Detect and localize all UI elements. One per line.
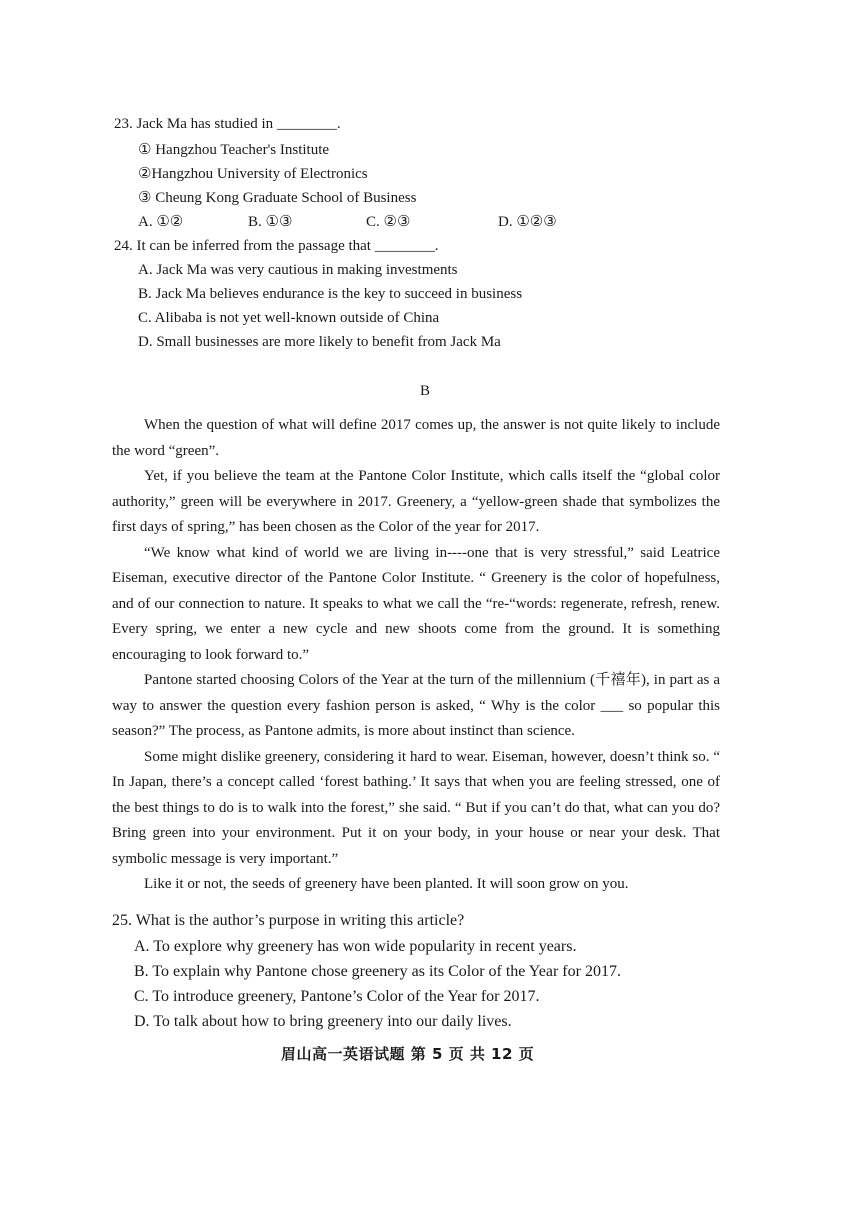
passage-b <box>112 413 720 898</box>
question-23-stem: 23. Jack Ma has studied in ________. <box>114 116 341 132</box>
question-23-item-3: ③ Cheung Kong Graduate School of Business <box>138 190 417 206</box>
question-24-stem: 24. It can be inferred from the passage that ________. <box>114 238 439 254</box>
choice-b: B. ①③ <box>248 214 293 230</box>
question-24-choice-b: B. Jack Ma believes endurance is the key to succeed in business <box>138 286 523 302</box>
passage-paragraph: Some might dislike greenery, considering it hard to wear. Eiseman, however, doesn’t think so. “ In Japan, there’s a concept called ‘forest bathing.’ It says that when you are feeling stressed, one of the best things to do is to walk into the forest,” she said. “ But if you can’t do that, what can you do? Bring green into your environment. Put it on your body, in your house or near your desk. That symbolic message is very important.” <box>112 748 720 867</box>
passage-paragraph: When the question of what will define 2017 comes up, the answer is not quite likely to include the word “green”. <box>112 417 720 459</box>
question-25-choice-b: B. To explain why Pantone chose greenery as its Color of the Year for 2017. <box>134 963 621 980</box>
section-b-heading: B <box>420 383 431 399</box>
question-25-choice-d: D. To talk about how to bring greenery into our daily lives. <box>134 1013 512 1030</box>
choice-d: D. ①②③ <box>498 214 557 230</box>
choice-c: C. ②③ <box>366 214 411 230</box>
question-24-choice-d: D. Small businesses are more likely to benefit from Jack Ma <box>138 334 501 350</box>
page-footer: 眉山高一英语试题 第 5 页 共 12 页 <box>281 1045 535 1063</box>
question-23-item-2: ②Hangzhou University of Electronics <box>138 166 368 182</box>
question-25-choice-a: A. To explore why greenery has won wide popularity in recent years. <box>134 938 577 955</box>
question-24-choice-a: A. Jack Ma was very cautious in making investments <box>138 262 458 278</box>
passage-paragraph: “We know what kind of world we are living in----one that is very stressful,” said Leatrice Eiseman, executive director of the Pantone Color Institute. “ Greenery is the color of hopefulness, and of our connection to nature. It speaks to what we call the “re-“words: regenerate, refresh, renew. Every spring, we enter a new cycle and new shoots come from the ground. It is something encouraging to look forward to.” <box>112 544 720 663</box>
question-25-stem: 25. What is the author’s purpose in writing this article? <box>112 912 465 929</box>
question-23-item-1: ① Hangzhou Teacher's Institute <box>138 142 330 158</box>
question-24-choice-c: C. Alibaba is not yet well-known outside of China <box>138 310 440 326</box>
question-25-choice-c: C. To introduce greenery, Pantone’s Color of the Year for 2017. <box>134 988 540 1005</box>
passage-paragraph: Like it or not, the seeds of greenery have been planted. It will soon grow on you. <box>144 876 629 892</box>
passage-paragraph: Pantone started choosing Colors of the Year at the turn of the millennium (千禧年), in part as a way to answer the question every fashion person is asked, “ Why is the color ___ so popular this season?” The process, as Pantone admits, is more about instinct than science. <box>112 672 720 739</box>
passage-paragraph: Yet, if you believe the team at the Pantone Color Institute, which calls itself the “global color authority,” green will be everywhere in 2017. Greenery, a “yellow-green shade that symbolizes the first days of spring,” has been chosen as the Color of the year for 2017. <box>112 468 720 535</box>
choice-a: A. ①② <box>138 214 184 230</box>
